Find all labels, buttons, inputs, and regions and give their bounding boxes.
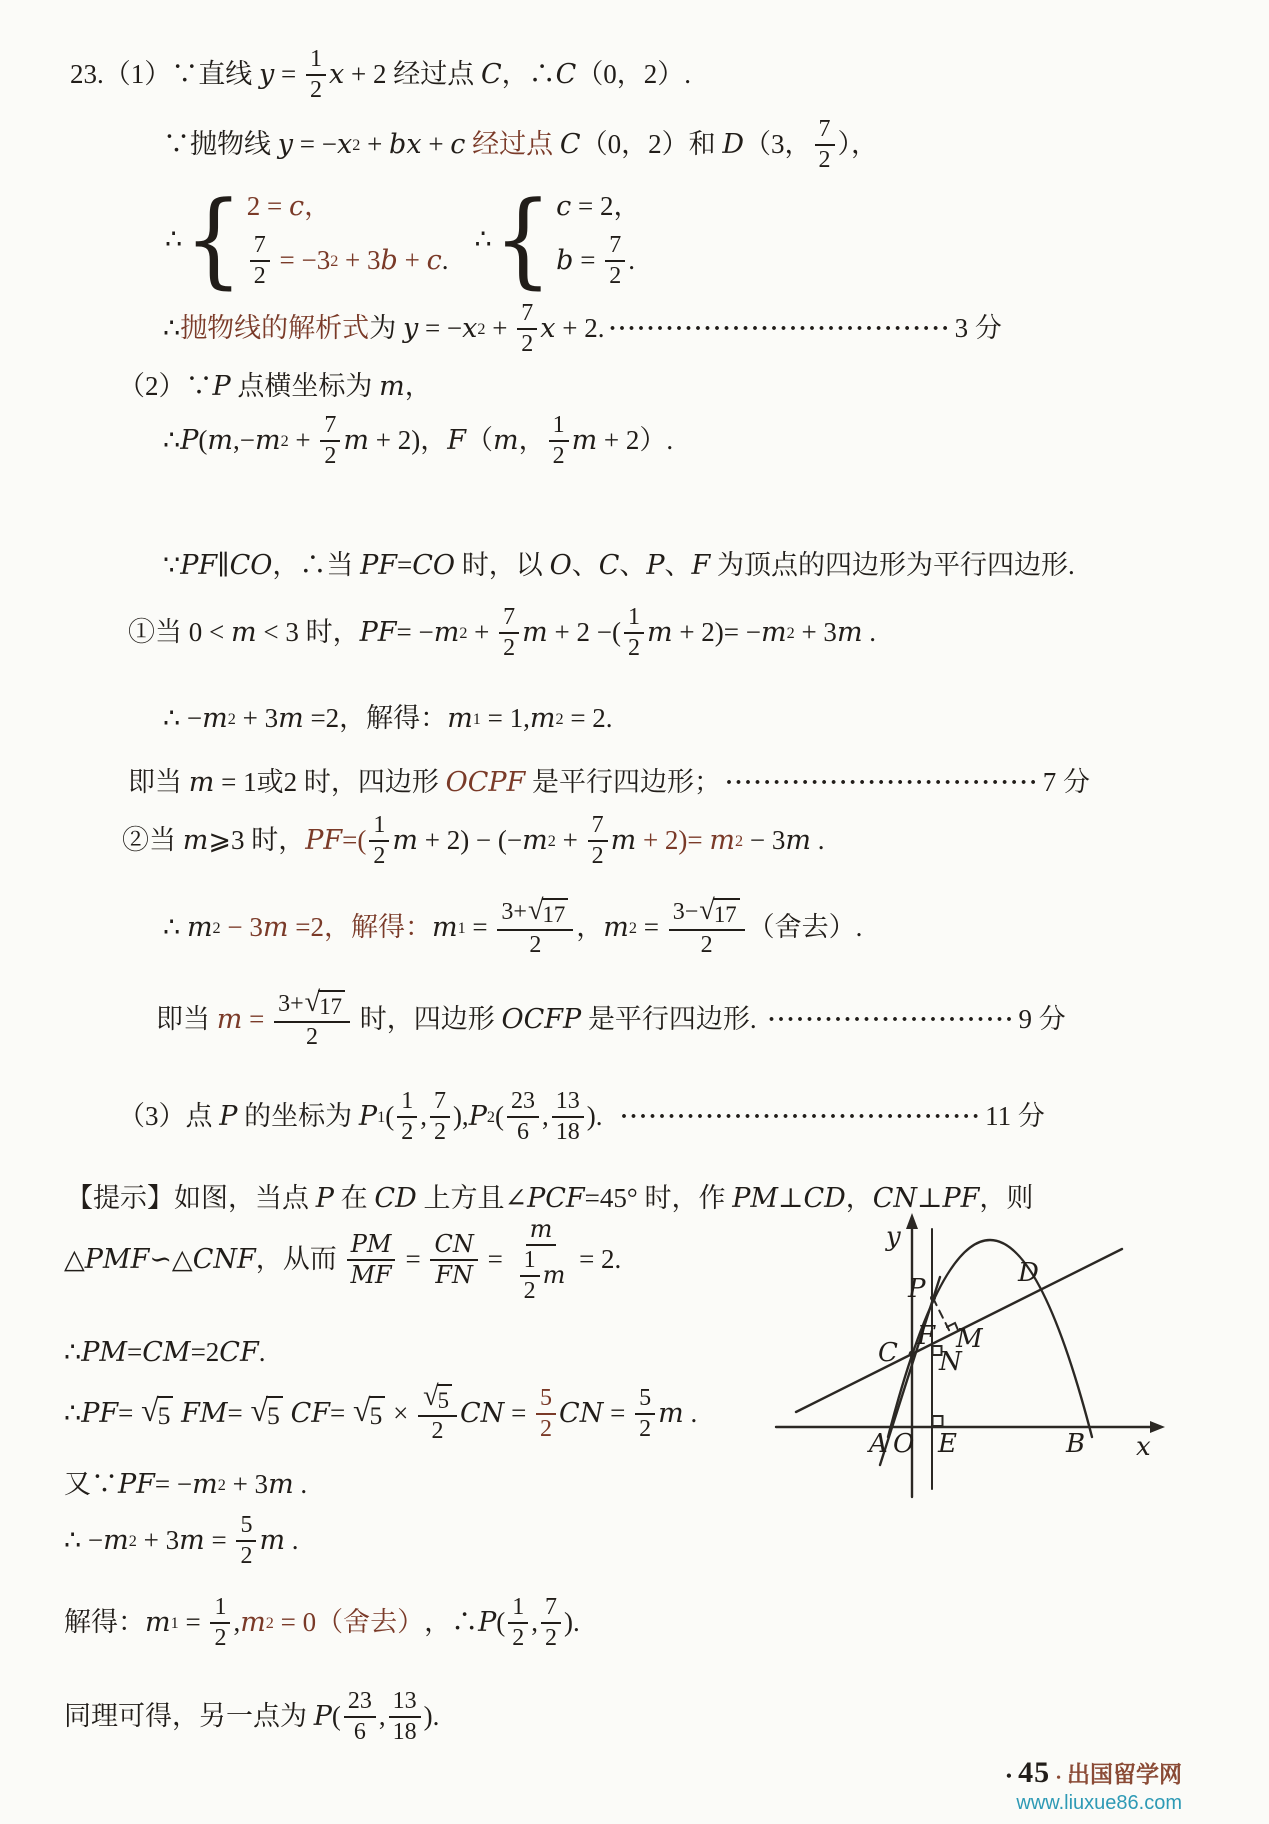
page-footer — [896, 1756, 1182, 1815]
formula-line-5: （2）∵ P 点横坐标为 m ， — [118, 371, 432, 402]
formula-line-10: 即当 m = 1或2 时，四边形 OCPF 是平行四边形； ································· 7 分 — [128, 767, 1090, 798]
point-p — [930, 1295, 936, 1301]
figure-label-N: N — [939, 1347, 962, 1377]
figure-label-P: P — [908, 1274, 926, 1304]
formula-line-13: 即当 m = 3+ √ 17 2 时，四边形 OCFP 是平行四边形. ·························· 9 分 — [156, 990, 1066, 1050]
figure-label-D: D — [1018, 1258, 1039, 1288]
formula-line-17: ∴ PM = CM =2 CF . — [64, 1337, 266, 1368]
coordinate-figure — [760, 1205, 1170, 1505]
formula-line-9: ∴ − m 2 + 3 m =2，解得： m 1 = 1, m 2 = 2. — [163, 703, 613, 734]
formula-line-7: ∵ PF ∥ CO ，∴当 PF = CO 时，以 O 、 C 、 P 、 F 为顶点的四边形为平行四边形. — [163, 550, 1075, 581]
site-url: www.liuxue86.com — [1016, 1792, 1182, 1814]
x-axis-arrow — [1150, 1421, 1165, 1433]
formula-line-15: 【提示】如图，当点 P 在 CD 上方且∠ PCF =45° 时，作 PM ⊥ CD ， CN ⊥ PF ，则 — [66, 1183, 1034, 1214]
formula-line-2: ∵抛物线 y = − x 2 + bx + c 经过点 C （0，2）和 D （3， $\frac{7}{2}$ ）， — [163, 116, 878, 173]
footer-bullet: • — [1005, 1766, 1013, 1786]
figure-label-E: E — [938, 1429, 957, 1459]
segment-pm-dashed — [933, 1298, 951, 1334]
figure-label-F: F — [917, 1321, 936, 1351]
right-angle-mark-e — [933, 1416, 943, 1426]
formula-line-4: ∴ 抛物线的解析式 为 y = − x 2 + $\frac{7}{2}$ x + 2. ···································· 3 分 — [163, 300, 1002, 357]
site-name: 出国留学网 — [1067, 1762, 1182, 1787]
formula-line-8: ①当 0 < m < 3 时， PF = − m 2 + $\frac{7}{2}$ m + 2 −( $\frac{1}{2}$ m + 2)= − m 2 + 3 m . — [128, 604, 877, 661]
site-bullet: • — [1056, 1771, 1061, 1786]
figure-label-O: O — [893, 1429, 915, 1459]
point-c — [909, 1351, 916, 1358]
formula-line-19: 又∵ PF = − m 2 + 3 m . — [64, 1469, 308, 1500]
figure-label-M: M — [956, 1324, 983, 1354]
y-axis-arrow — [906, 1213, 918, 1229]
formula-line-18: ∴ PF = √ 5 FM = √ 5 CF = √ 5 × √ $\frac{5}{2}$ CN = $\frac{5}{2}$ CN = $\frac{5}{2}$ m . — [64, 1384, 697, 1444]
figure-label-C: C — [878, 1338, 898, 1368]
figure-label-y: y — [886, 1222, 901, 1252]
figure-label-A: A — [869, 1429, 888, 1459]
formula-line-16: △ PMF ∽△ CNF ，从而 $\frac{PM}{MF}$ = $\frac{CN}{FN}$ = m $\frac{1}{2}$ m = 2. — [64, 1215, 622, 1304]
formula-line-20: ∴ − m 2 + 3 m = $\frac{5}{2}$ m . — [64, 1512, 299, 1569]
figure-label-B: B — [1066, 1429, 1086, 1459]
formula-line-11: ②当 m ⩾3 时， PF =( $\frac{1}{2}$ m + 2) − (− m 2 + $\frac{7}{2}$ m + 2)= m 2 − 3 m . — [122, 812, 825, 869]
formula-line-21: 解得： m 1 = $\frac{1}{2}$ , m 2 = 0 （舍去） ，∴ P ( $\frac{1}{2}$ , $\frac{7}{2}$ ). — [64, 1594, 580, 1651]
formula-line-6: ∴ P ( m ,− m 2 + $\frac{7}{2}$ m + 2)， F （ m ， $\frac{1}{2}$ m + 2）. — [163, 412, 674, 469]
formula-line-14: （3）点 P 的坐标为 P 1 ( $\frac{1}{2}$ , $\frac{7}{2}$ ), P 2 ( $\frac{23}{6}$ , $\frac{13}{18}$ ). ······································ 11 分 — [118, 1088, 1045, 1145]
formula-line-3: ∴ { 2 = c ， $\frac{7}{2}$ = −3 2 + 3 b + c . ∴ { c = 2， b = $\frac{7}{2}$ . — [165, 179, 641, 300]
formula-line-12: ∴ m 2 − 3 m =2， 解得： m 1 = 3+ √ 17 2 ， m 2 = 3− √ 17 2 （舍去）. — [163, 898, 862, 958]
page-number: 45 — [1018, 1756, 1051, 1789]
formula-line-1: 23.（1）∵直线 y = $\frac{1}{2}$ x + 2 经过点 C ，∴ C （0，2）. — [70, 46, 692, 103]
formula-line-22: 同理可得，另一点为 P ( $\frac{23}{6}$ , $\frac{13}{18}$ ). — [64, 1688, 440, 1745]
figure-label-x: x — [1136, 1432, 1151, 1462]
